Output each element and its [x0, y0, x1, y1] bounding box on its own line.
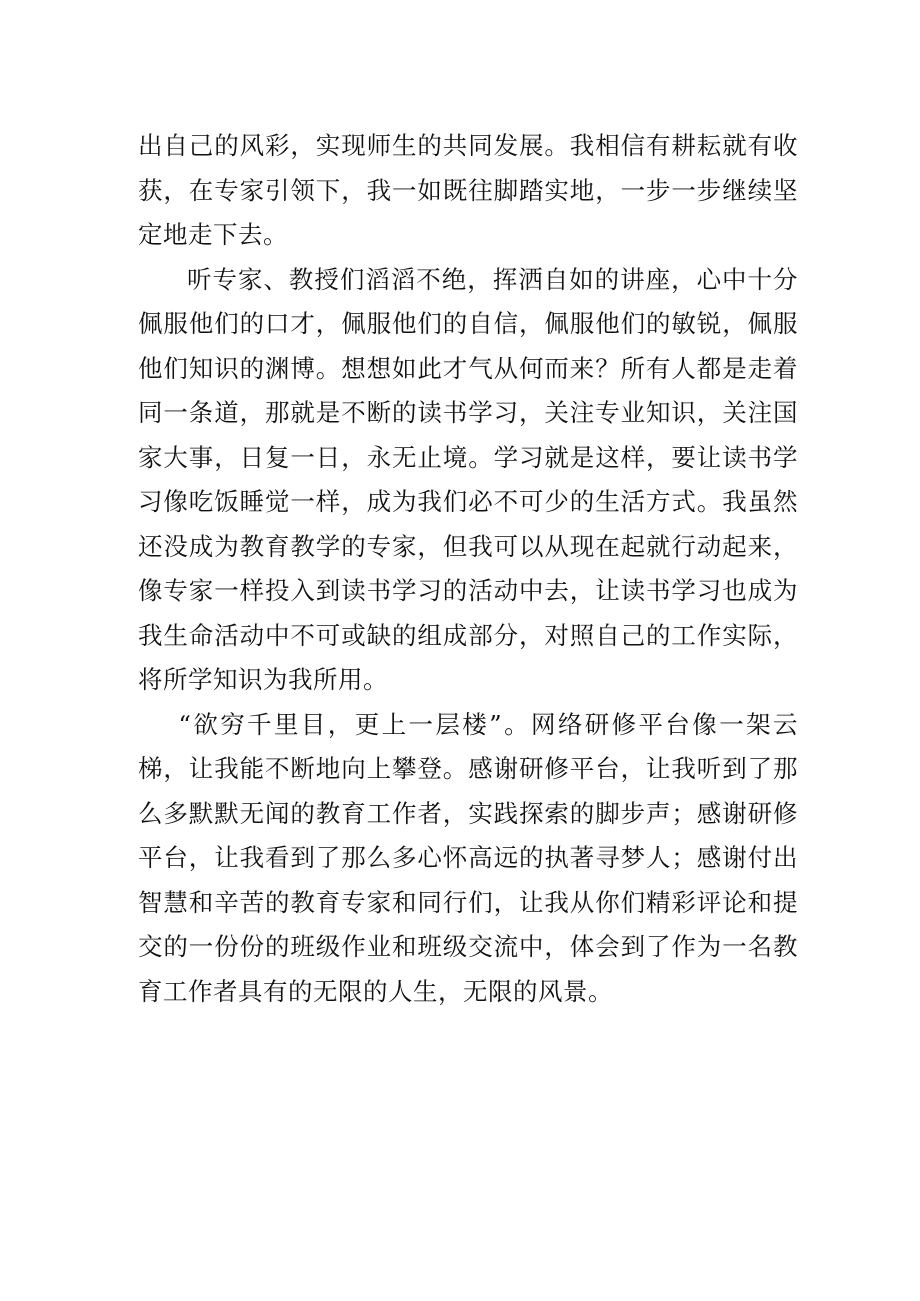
paragraph-2: 听专家、教授们滔滔不绝，挥洒自如的讲座，心中十分佩服他们的口才，佩服他们的自信，佩服他们的敏锐，佩服他们知识的渊博。想想如此才气从何而来？所有人都是走着同一条道，那就是不断的读书学习，关注专业知识，关注国家大事，日复一日，永无止境。学习就是这样，要让读书学习像吃饭睡觉一样，成为我们必不可少的生活方式。我虽然还没成为教育教学的专家，但我可以从现在起就行动起来，像专家一样投入到读书学习的活动中去，让读书学习也成为我生命活动中不可或缺的组成部分，对照自己的工作实际，将所学知识为我所用。: [138, 264, 798, 694]
paragraph-3: “欲穷千里目，更上一层楼”。网络研修平台像一架云梯，让我能不断地向上攀登。感谢研修平台，让我听到了那么多默默无闻的教育工作者，实践探索的脚步声；感谢研修平台，让我看到了那么多心怀高远的执著寻梦人；感谢付出智慧和辛苦的教育专家和同行们，让我从你们精彩评论和提交的一份份的班级作业和班级交流中，体会到了作为一名教育工作者具有的无限的人生，无限的风景。: [138, 709, 798, 1006]
document-page: [138, 124, 798, 1014]
paragraph-1: 出自己的风彩，实现师生的共同发展。我相信有耕耘就有收获，在专家引领下，我一如既往脚踏实地，一步一步继续坚定地走下去。: [138, 131, 798, 249]
